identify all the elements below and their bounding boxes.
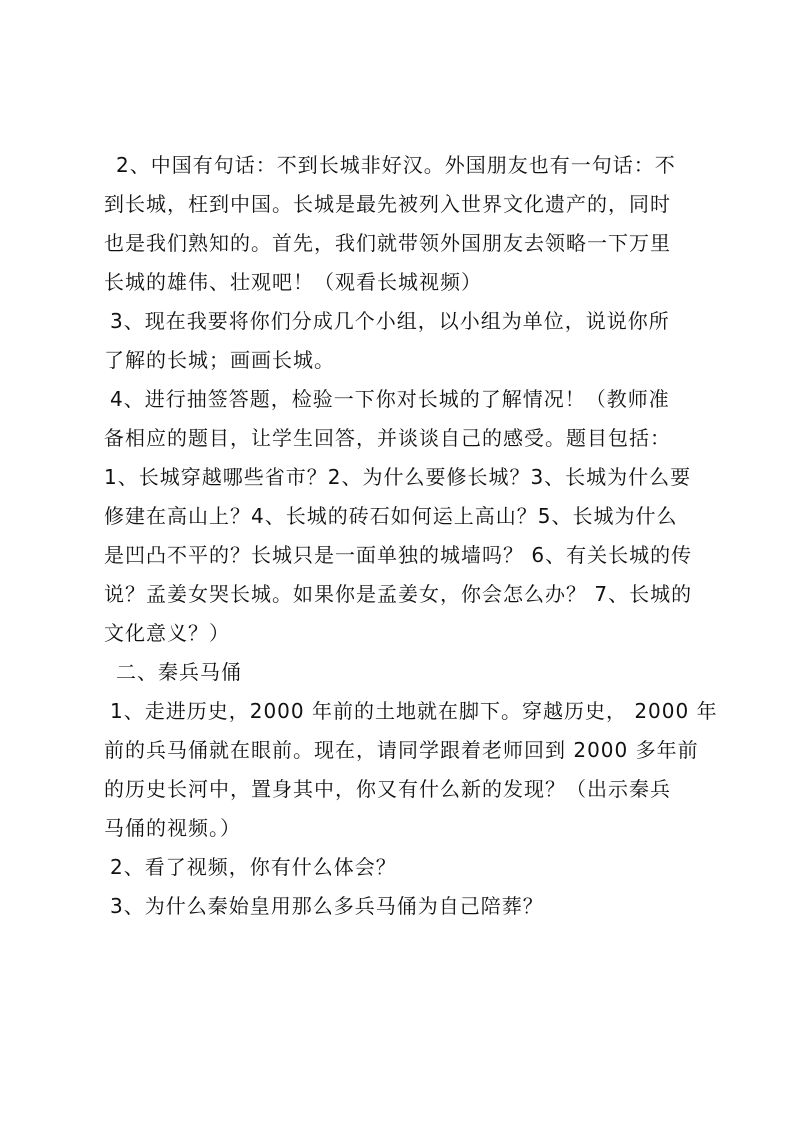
text-line: 1、长城穿越哪些省市？2、为什么要修长城？3、长城为什么要 [104,465,692,489]
text-line: 前的兵马俑就在眼前。现在，请同学跟着老师回到 2000 多年前 [104,738,699,762]
text-line: 说？孟姜女哭长城。如果你是孟姜女，你会怎么办？ 7、长城的 [104,582,693,606]
text-line: 的历史长河中，置身其中，你又有什么新的发现？（出示秦兵 [104,777,671,801]
text-line: 3、现在我要将你们分成几个小组，以小组为单位，说说你所 [110,309,670,333]
text-line: 2、中国有句话：不到长城非好汉。外国朋友也有一句话：不 [116,153,676,177]
section-heading: 二、秦兵马俑 [116,660,242,684]
text-line: 马俑的视频。） [104,816,241,840]
text-line: 2、看了视频，你有什么体会？ [110,855,397,879]
text-line: 1、走进历史，2000 年前的土地就在脚下。穿越历史， 2000 年 [110,699,718,723]
text-line: 是凹凸不平的？长城只是一面单独的城墙吗？ 6、有关长城的传 [104,543,693,567]
text-line: 修建在高山上？4、长城的砖石如何运上高山？5、长城为什么 [104,504,678,528]
text-line: 了解的长城；画画长城。 [104,348,335,372]
document-body [104,150,718,930]
text-line: 备相应的题目，让学生回答，并谈谈自己的感受。题目包括： [104,426,671,450]
text-line: 4、进行抽签答题，检验一下你对长城的了解情况！（教师准 [110,387,670,411]
text-line: 长城的雄伟、壮观吧！（观看长城视频） [104,270,482,294]
text-line: 到长城，枉到中国。长城是最先被列入世界文化遗产的，同时 [104,192,671,216]
text-line: 3、为什么秦始皇用那么多兵马俑为自己陪葬？ [110,894,544,918]
text-line: 也是我们熟知的。首先，我们就带领外国朋友去领略一下万里 [104,231,671,255]
text-line: 文化意义？） [104,621,230,645]
